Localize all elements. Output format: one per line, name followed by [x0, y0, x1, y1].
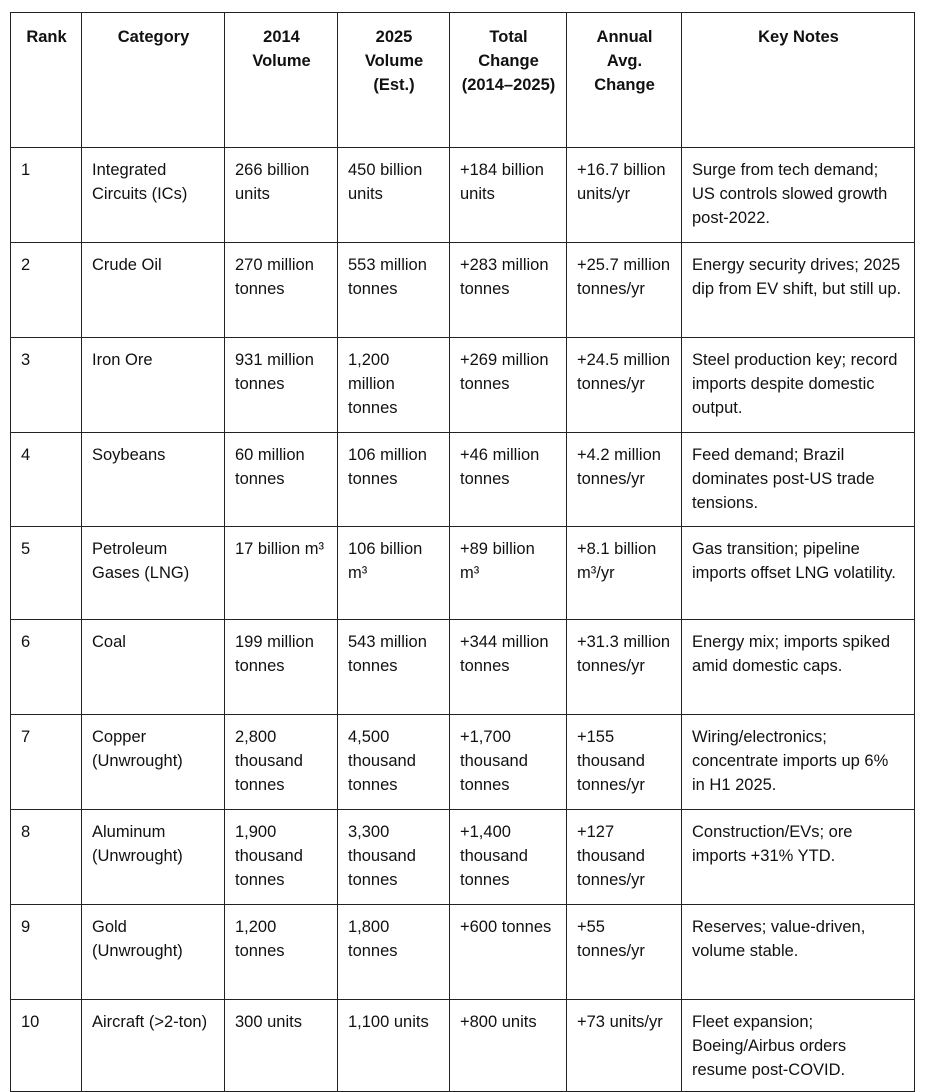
cell-category: Integrated Circuits (ICs): [82, 148, 225, 243]
table-row: [11, 243, 915, 338]
header-annual-change: Annual Avg. Change: [567, 13, 682, 148]
cell-annual-change: +127 thousand tonnes/yr: [567, 810, 682, 905]
table-row: [11, 1000, 915, 1092]
cell-key-notes: Steel production key; record imports despite domestic output.: [682, 338, 915, 433]
cell-2025-volume: 543 million tonnes: [338, 620, 450, 715]
cell-2014-volume: 931 million tonnes: [225, 338, 338, 433]
cell-total-change: +1,700 thousand tonnes: [450, 715, 567, 810]
cell-annual-change: +16.7 billion units/yr: [567, 148, 682, 243]
cell-annual-change: +155 thousand tonnes/yr: [567, 715, 682, 810]
header-2025-volume: 2025 Volume (Est.): [338, 13, 450, 148]
table-row: [11, 620, 915, 715]
cell-category: Aircraft (>2-ton): [82, 1000, 225, 1092]
header-row: [11, 13, 915, 148]
cell-total-change: +1,400 thousand tonnes: [450, 810, 567, 905]
cell-rank: 3: [11, 338, 82, 433]
cell-2025-volume: 450 billion units: [338, 148, 450, 243]
table-row: [11, 433, 915, 527]
cell-category: Petroleum Gases (LNG): [82, 527, 225, 620]
table-row: [11, 905, 915, 1000]
cell-annual-change: +8.1 billion m³/yr: [567, 527, 682, 620]
cell-total-change: +600 tonnes: [450, 905, 567, 1000]
cell-2014-volume: 1,200 tonnes: [225, 905, 338, 1000]
cell-rank: 1: [11, 148, 82, 243]
cell-annual-change: +25.7 million tonnes/yr: [567, 243, 682, 338]
cell-annual-change: +55 tonnes/yr: [567, 905, 682, 1000]
cell-key-notes: Energy security drives; 2025 dip from EV shift, but still up.: [682, 243, 915, 338]
table-row: [11, 148, 915, 243]
table-container: [10, 12, 914, 1092]
cell-2025-volume: 3,300 thousand tonnes: [338, 810, 450, 905]
table-row: [11, 338, 915, 433]
cell-key-notes: Wiring/electronics; concentrate imports up 6% in H1 2025.: [682, 715, 915, 810]
header-key-notes: Key Notes: [682, 13, 915, 148]
cell-category: Copper (Unwrought): [82, 715, 225, 810]
cell-2014-volume: 1,900 thousand tonnes: [225, 810, 338, 905]
imports-table: [10, 12, 915, 1092]
cell-2014-volume: 199 million tonnes: [225, 620, 338, 715]
cell-key-notes: Feed demand; Brazil dominates post-US trade tensions.: [682, 433, 915, 527]
cell-category: Aluminum (Unwrought): [82, 810, 225, 905]
cell-category: Gold (Unwrought): [82, 905, 225, 1000]
cell-rank: 9: [11, 905, 82, 1000]
header-total-change: Total Change (2014–2025): [450, 13, 567, 148]
table-row: [11, 810, 915, 905]
cell-key-notes: Construction/EVs; ore imports +31% YTD.: [682, 810, 915, 905]
header-rank: Rank: [11, 13, 82, 148]
cell-rank: 7: [11, 715, 82, 810]
cell-2025-volume: 1,100 units: [338, 1000, 450, 1092]
cell-key-notes: Fleet expansion; Boeing/Airbus orders resume post-COVID.: [682, 1000, 915, 1092]
cell-rank: 4: [11, 433, 82, 527]
cell-category: Iron Ore: [82, 338, 225, 433]
cell-total-change: +283 million tonnes: [450, 243, 567, 338]
cell-2014-volume: 2,800 thousand tonnes: [225, 715, 338, 810]
cell-rank: 2: [11, 243, 82, 338]
cell-key-notes: Reserves; value-driven, volume stable.: [682, 905, 915, 1000]
cell-annual-change: +73 units/yr: [567, 1000, 682, 1092]
cell-2025-volume: 1,800 tonnes: [338, 905, 450, 1000]
cell-2014-volume: 60 million tonnes: [225, 433, 338, 527]
cell-2014-volume: 300 units: [225, 1000, 338, 1092]
cell-total-change: +89 billion m³: [450, 527, 567, 620]
cell-2025-volume: 4,500 thousand tonnes: [338, 715, 450, 810]
cell-rank: 5: [11, 527, 82, 620]
cell-2025-volume: 553 million tonnes: [338, 243, 450, 338]
cell-rank: 8: [11, 810, 82, 905]
cell-2025-volume: 1,200 million tonnes: [338, 338, 450, 433]
cell-2014-volume: 266 billion units: [225, 148, 338, 243]
cell-category: Soybeans: [82, 433, 225, 527]
cell-2014-volume: 270 million tonnes: [225, 243, 338, 338]
cell-total-change: +800 units: [450, 1000, 567, 1092]
cell-annual-change: +31.3 million tonnes/yr: [567, 620, 682, 715]
header-2014-volume: 2014 Volume: [225, 13, 338, 148]
cell-key-notes: Surge from tech demand; US controls slowed growth post-2022.: [682, 148, 915, 243]
cell-2025-volume: 106 million tonnes: [338, 433, 450, 527]
cell-rank: 10: [11, 1000, 82, 1092]
cell-category: Coal: [82, 620, 225, 715]
cell-key-notes: Energy mix; imports spiked amid domestic caps.: [682, 620, 915, 715]
cell-key-notes: Gas transition; pipeline imports offset LNG volatility.: [682, 527, 915, 620]
cell-total-change: +344 million tonnes: [450, 620, 567, 715]
cell-total-change: +184 billion units: [450, 148, 567, 243]
cell-annual-change: +4.2 million tonnes/yr: [567, 433, 682, 527]
cell-rank: 6: [11, 620, 82, 715]
cell-2014-volume: 17 billion m³: [225, 527, 338, 620]
table-row: [11, 715, 915, 810]
cell-2025-volume: 106 billion m³: [338, 527, 450, 620]
table-row: [11, 527, 915, 620]
header-category: Category: [82, 13, 225, 148]
cell-total-change: +46 million tonnes: [450, 433, 567, 527]
cell-total-change: +269 million tonnes: [450, 338, 567, 433]
cell-category: Crude Oil: [82, 243, 225, 338]
cell-annual-change: +24.5 million tonnes/yr: [567, 338, 682, 433]
